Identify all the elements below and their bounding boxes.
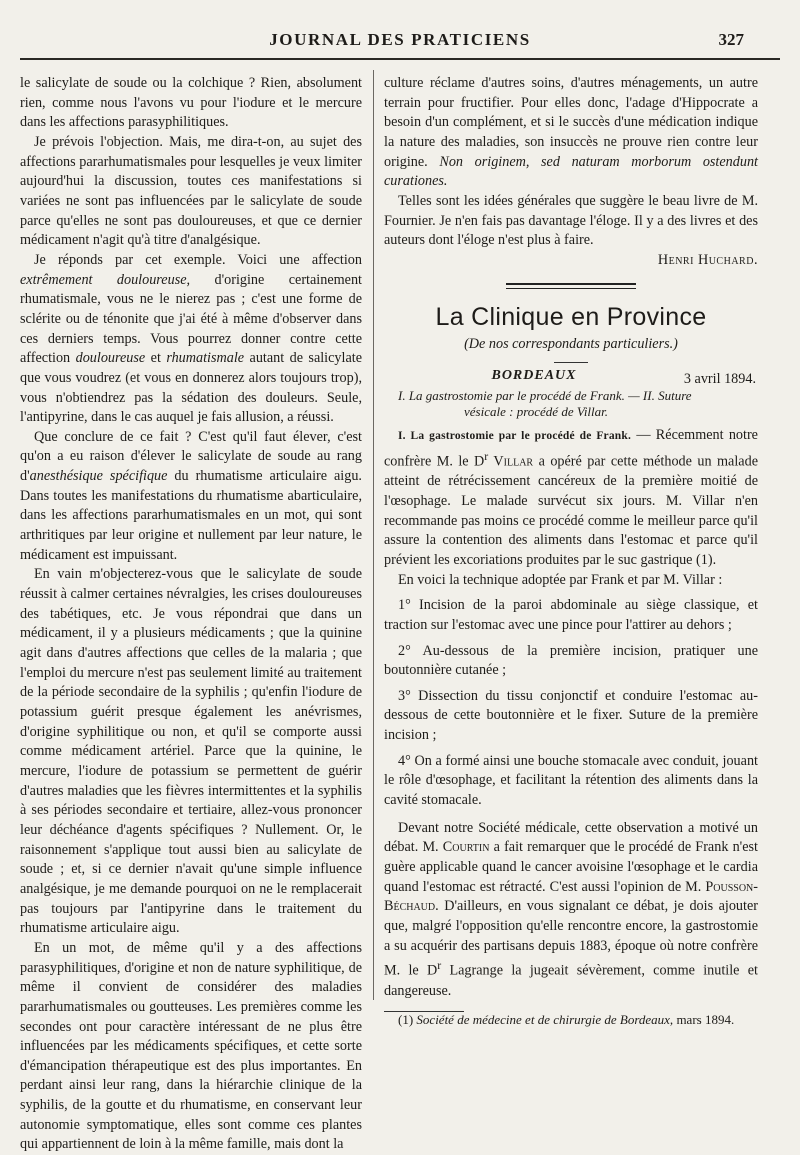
- summary-line: vésicale : procédé de Villar.: [464, 404, 609, 420]
- text-run: culture réclame d'autres soins, d'autres ménagements, un autre terrain pour fructifier. Pour elles donc, l'adage d'Hippocrate a besoin d'un complément, et si le succès d'une médication indique la nature des maladies, son insuccès ne prouve rien contre leur origine.: [384, 75, 758, 170]
- item-heading: I. La gastrostomie par le procédé de Frank.: [398, 430, 632, 443]
- section-subtitle: (De nos correspondants particuliers.): [464, 335, 678, 352]
- procedure-step: 4° On a formé ainsi une bouche stomacale avec conduit, jouant le rôle d'œsophage, et facilitant la rétention des aliments dans la cavité stomacale.: [384, 752, 758, 809]
- page-number: 327: [718, 30, 744, 49]
- text-run: autant de salicylate que vous voudrez (et vous en donnerez alors toujours trop), vous n'obtiendrez pas la sédation des douleurs. Seule, l'antipyrine, dans le cas auquel je fais allusion, a réussi.: [20, 350, 362, 426]
- procedure-step: 1° Incision de la paroi abdominale au siège classique, et traction sur l'estomac avec une pince pour l'attirer au dehors ;: [384, 597, 758, 633]
- paragraph: [20, 251, 362, 428]
- paragraph: En un mot, de même qu'il y a des affections parasyphilitiques, d'origine et non de nature syphilitique, de même il convient de considérer des maladies pararhumatismales ou goutteuses. Les premières comme les secondes ont pour caractère intéressant de ne plus être influencées par les médicaments spécifiques, et cette sorte d'émancipation thérapeutique est des plus importantes. En perdant ainsi leur rang, dans la hiérarchie clinique de la syphilis, de la goutte et du rhumatisme, en conservant leur autonomie symptomatique, elles sont comme ces plantes qui appartiennent de loin à la même famille, mais dont la: [20, 939, 362, 1153]
- emphasis: Société de médecine et de chirurgie de Bordeaux,: [416, 1012, 674, 1028]
- header-rule: [20, 58, 780, 60]
- left-column: [20, 74, 362, 1155]
- paragraph: [384, 819, 758, 1002]
- paragraph: Telles sont les idées générales que suggère le beau livre de M. Fournier. Je n'en fais pas davantage l'éloge. Il y a des livres et des auteurs dont l'éloge n'est plus à faire.: [384, 192, 758, 249]
- paragraph: [384, 426, 758, 570]
- text-run: mars 1894.: [673, 1012, 735, 1028]
- text-run: (1): [398, 1012, 417, 1028]
- person-name: Villar: [488, 453, 534, 470]
- emphasis: rhumatismale: [166, 350, 245, 367]
- section-title: La Clinique en Province: [435, 302, 707, 331]
- text-run: Lagrange la jugeait sévèrement, comme inutile et dangereuse.: [384, 963, 758, 999]
- emphasis: extrêmement douloureuse,: [20, 271, 191, 288]
- superscript: r: [484, 448, 489, 463]
- person-name: Courtin: [442, 839, 490, 856]
- superscript: r: [437, 958, 442, 973]
- paragraph: le salicylate de soude ou la colchique ? Rien, absolument rien, comme nous l'avons vu pour l'iodure et le mercure dans les affections parasyphilitiques.: [20, 75, 362, 131]
- subtitle-rule: [554, 362, 588, 363]
- paragraph: En vain m'objecterez-vous que le salicylate de soude réussit à calmer certaines névralgies, les crises douloureuses des tabétiques, etc. Je vous répondrai que dans un médicament, il y a plusieurs médicaments ; que la quinine agit dans d'autres affections que celles de la malaria ; que l'emploi du mercure n'est pas seulement limité au traitement de la période secondaire de la syphilis ; qu'enfin l'iodure de potassium guérit presque également les anévrismes, d'origine syphilitique ou non, et qu'il se comporte aussi comme médicament artériel. Parce que la quinine, le mercure, l'iodure de potassium se permettent de guérir d'autres maladies que les fièvres intermittentes et la syphilis à ses périodes secondaire et tertiaire, allez-vous prononcer leur déchéance d'agents spécifiques ? Nullement. Or, le raisonnement s'applique tout aussi bien au salicylate de soude ; et, si ce dernier n'avait qu'une simple influence analgésique, je me demande pourquoi on ne le remplacerait pas toujours par l'antipyrine dans le traitement du rhumatisme articulaire aigu.: [20, 566, 362, 937]
- procedure-step: 3° Dissection du tissu conjonctif et conduire l'estomac au-dessous de cette boutonnière et le fixer. Suture de la première incision ;: [384, 687, 758, 744]
- text-run: du rhumatisme articulaire aigu. Dans toutes les manifestations du rhumatisme abarticulaire, dans les affections pararhumatismales en un mot, qui sont arthritiques par leur origine et nullement par leur nature, le médicament est impuissant.: [20, 468, 362, 563]
- text-run: Devant notre Société médicale, cette observation a motivé un débat. M.: [384, 819, 758, 856]
- text-run: D'ailleurs, en vous signalant ce débat, je dois ajouter que, malgré l'opposition qu'elle rencontre encore, la gastrostomie a su acquérir des partisans depuis 1883, époque où notre confrère M. le D: [384, 898, 758, 980]
- text-run: Je réponds par cet exemple. Voici une affection: [34, 251, 362, 268]
- summary-line: I. La gastrostomie par le procédé de Frank. — II. Suture: [398, 388, 692, 404]
- paragraph: Je prévois l'objection. Mais, me dira-t-on, au sujet des affections pararhumatismales pour lesquelles je veux limiter aujourd'hui la discussion, toutes ces manifestations si variées ne sont pas influencées par le salicylate de soude parce qu'elles ne sont pas douloureuses, et que ce dernier médicament n'agit qu'à titre d'analgésique.: [20, 133, 362, 249]
- text-run: — Récemment notre confrère M. le D: [384, 427, 758, 470]
- text-run: a opéré par cette méthode un malade atteint de rétrécissement cancéreux de la première moitié de l'œsophage. Le malade survécut six jours. M. Villar n'en recommande pas moins ce procédé comme le meilleur parce qu'il assure la contention des aliments dans l'estomac et parce qu'il prévient les excoriations produites par le suc gastrique (1).: [384, 453, 758, 568]
- text-run: Que conclure de ce fait ? C'est qu'il faut élever, c'est qu'on a eu raison d'élever le salicylate de soude au rang d': [20, 428, 362, 485]
- article-summary: [384, 388, 758, 420]
- footnote: [384, 1012, 758, 1028]
- procedure-step: 2° Au-dessous de la première incision, pratiquer une boutonnière cutanée ;: [384, 642, 758, 679]
- text-run: a fait remarquer que le procédé de Frank n'est guère applicable quand le cancer avoisine l'œsophage et le cardia quand l'estomac est rétracté. C'est aussi l'opinion de M.: [384, 839, 758, 895]
- column-divider: [373, 70, 374, 1000]
- author-signature: Henri Huchard.: [657, 251, 758, 268]
- section-separator: [506, 283, 636, 289]
- emphasis: douloureuse: [75, 350, 146, 367]
- paragraph: [384, 74, 758, 192]
- text-run: et: [145, 350, 167, 367]
- emphasis: anesthésique spécifique: [29, 468, 168, 485]
- right-column: [384, 74, 758, 1028]
- running-head: [20, 30, 780, 52]
- paragraph: [20, 428, 362, 566]
- person-name: Pousson-Béchaud.: [384, 878, 758, 915]
- city-heading: BORDEAUX: [491, 368, 577, 384]
- emphasis: Non originem, sed naturam morborum ostendunt curationes.: [384, 153, 758, 190]
- text-run: d'origine certainement rhumatismale, vous ne le nierez pas ; c'est une forme de sclérite ou de ténonite que j'ai été à même d'observer dans ces derniers temps. Vous pourrez donner contre cette affection: [20, 271, 362, 367]
- dateline: [384, 366, 758, 388]
- journal-title: JOURNAL DES PRATICIENS: [269, 30, 531, 49]
- dispatch-date: 3 avril 1894.: [683, 371, 756, 388]
- paragraph: En voici la technique adoptée par Frank et par M. Villar :: [398, 571, 723, 588]
